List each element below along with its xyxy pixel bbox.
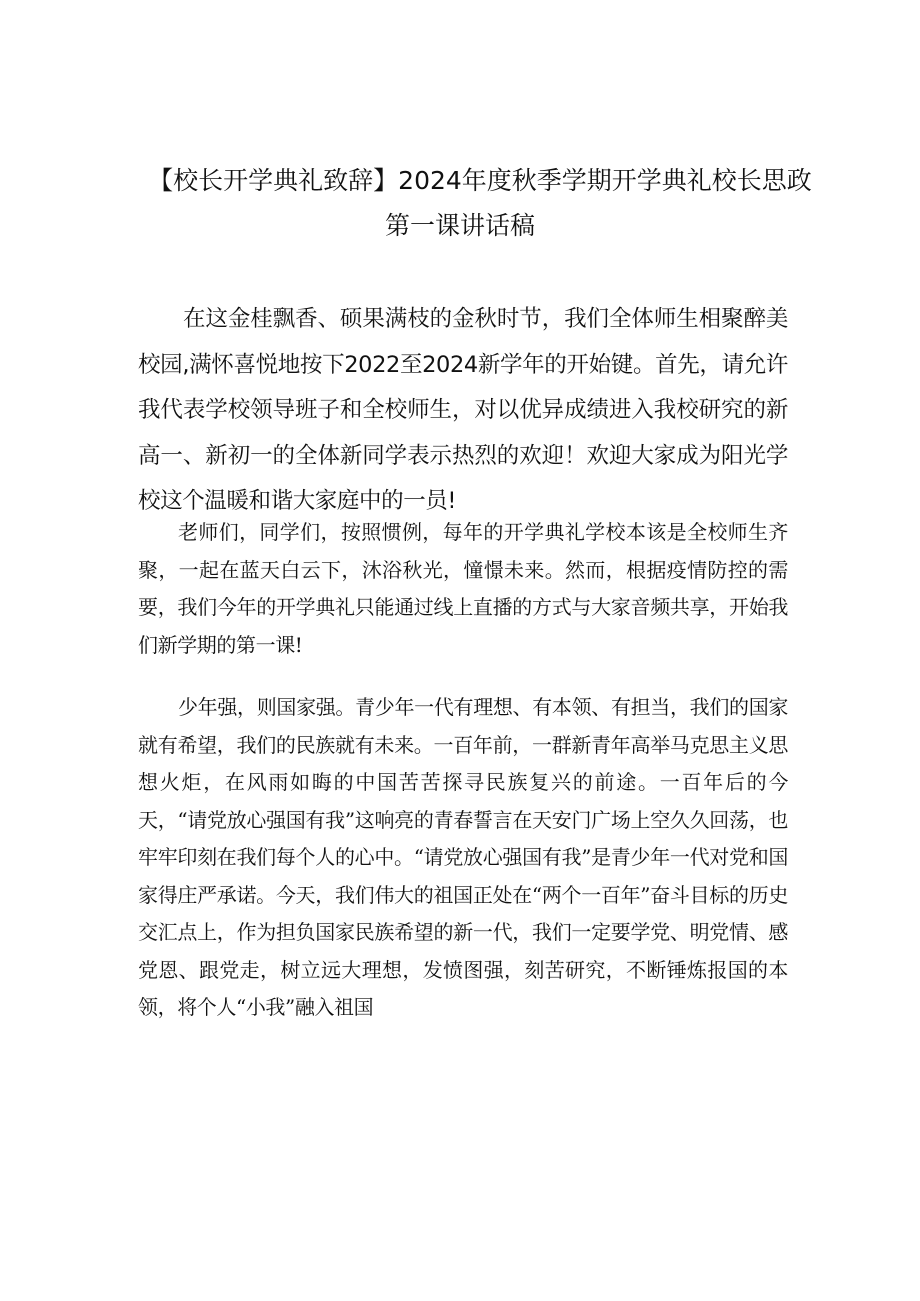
- document-title-line-1: 【校长开学典礼致辞】2024年度秋季学期开学典礼校长思政: [148, 166, 812, 195]
- paragraph-ceremony-notice: 老师们，同学们，按照惯例，每年的开学典礼学校本该是全校师生齐聚，一起在蓝天白云下，沐浴秋光，憧憬未来。然而，根据疫情防控的需要，我们今年的开学典礼只能通过线上直播的方式与大家音频共享，开始我们新学期的第一课!: [138, 520, 788, 657]
- document-title-line-2: 第一课讲话稿: [384, 211, 535, 240]
- paragraph-youth-strong: 少年强，则国家强。青少年一代有理想、有本领、有担当，我们的国家就有希望，我们的民族就有未来。一百年前，一群新青年高举马克思主义思想火炬，在风雨如晦的中国苦苦探寻民族复兴的前途。一百年后的今天，“请党放心强国有我”这响亮的青春誓言在天安门广场上空久久回荡，也牢牢印刻在我们每个人的心中。“请党放心强国有我”是青少年一代对党和国家得庄严承诺。今天，我们伟大的祖国正处在“两个一百年”奋斗目标的历史交汇点上，作为担负国家民族希望的新一代，我们一定要学党、明党情、感党恩、跟党走，树立远大理想，发愤图强，刻苦研究，不断锤炼报国的本领，将个人“小我”融入祖国: [138, 695, 788, 1019]
- paragraph-welcome: 在这金桂飘香、硕果满枝的金秋时节，我们全体师生相聚醉美校园,满怀喜悦地按下2022至2024新学年的开始键。首先，请允许我代表学校领导班子和全校师生，对以优异成绩进入我校研究的新高一、新初一的全体新同学表示热烈的欢迎！欢迎大家成为阳光学校这个温暖和谐大家庭中的一员!: [138, 306, 788, 514]
